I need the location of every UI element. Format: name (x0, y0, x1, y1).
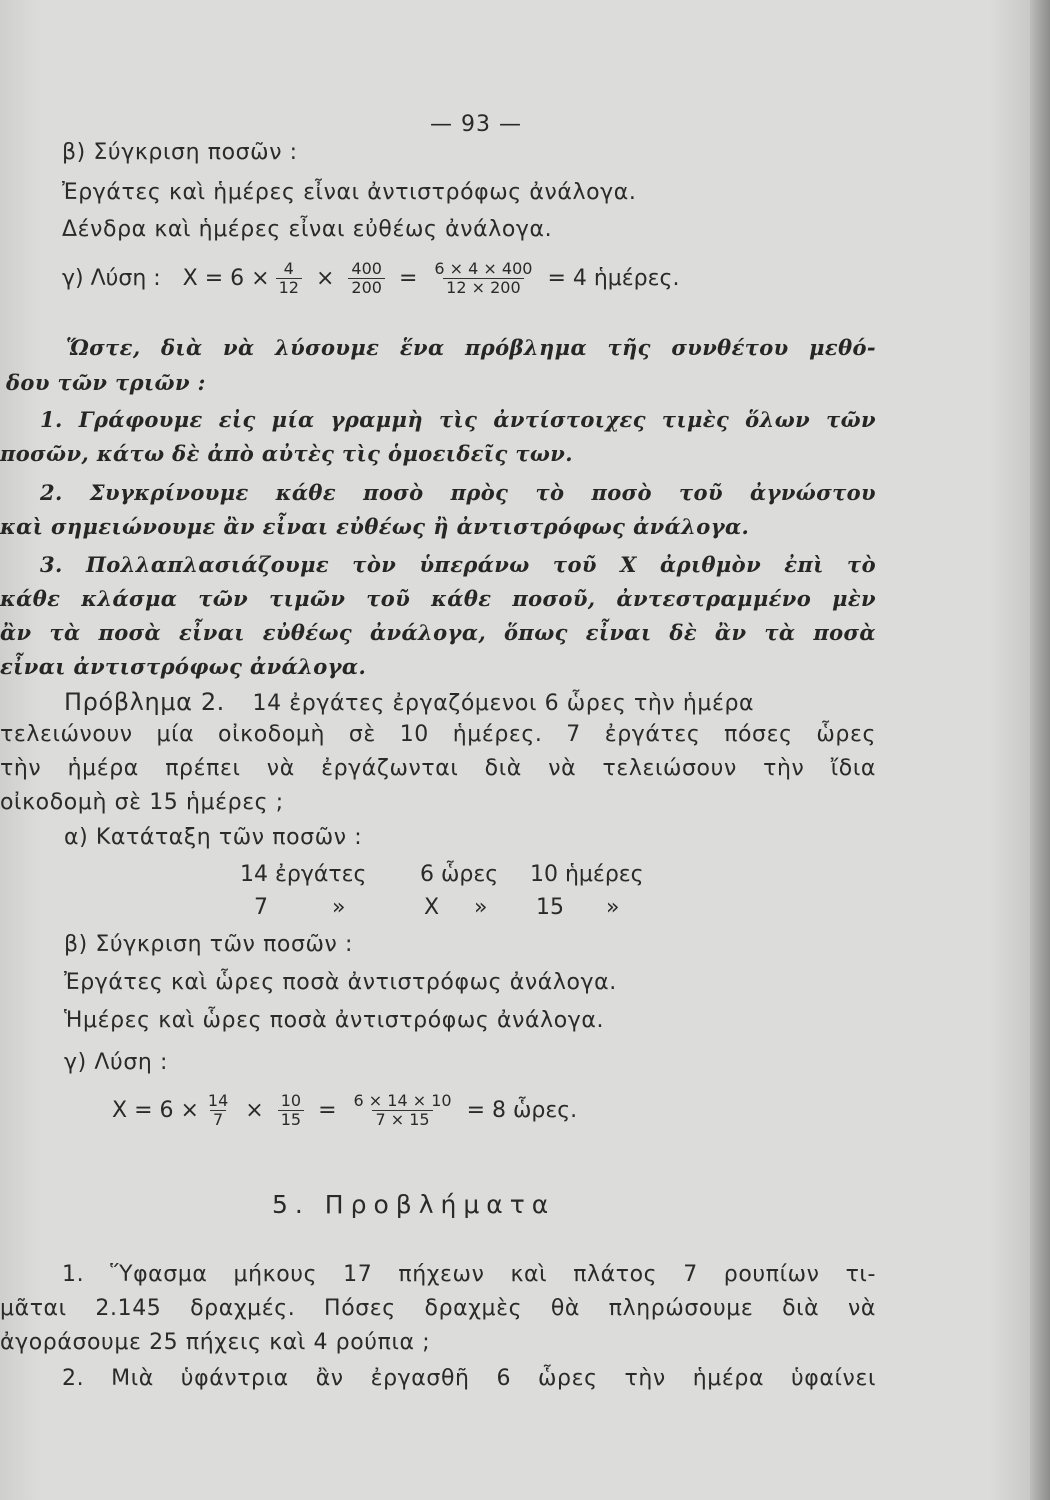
times-operator: × (315, 266, 335, 292)
fraction: $\frac{400}{200}$ (348, 260, 385, 298)
method-step-3: 3. Πολλαπλασιάζουμε τὸν ὑπεράνω τοῦ X ἀριθμὸν ἐπὶ τὸ (40, 552, 876, 577)
fraction: $\frac{4}{12}$ (276, 260, 302, 298)
equals-operator: = (398, 266, 418, 292)
table-cell: 15 (536, 895, 564, 920)
method-step-3: κάθε κλάσμα τῶν τιμῶν τοῦ κάθε ποσοῦ, ἀντεστραμμένο μὲν (0, 586, 876, 611)
exercise-1: μᾶται 2.145 δραχμές. Πόσες δραχμὲς θὰ πληρώσουμε διὰ νὰ (0, 1296, 876, 1321)
solution-label: γ) Λύση : (64, 1050, 169, 1075)
comparison-line: Ἡμέρες καὶ ὧρες ποσὰ ἀντιστρόφως ἀνάλογα. (64, 1008, 605, 1033)
comparison-line: Δένδρα καὶ ἡμέρες εἶναι εὐθέως ἀνάλογα. (62, 217, 553, 242)
method-step-2: καὶ σημειώνουμε ἂν εἶναι εὐθέως ἢ ἀντιστρόφως ἀνάλογα. (0, 514, 750, 539)
comparison-line: Ἐργάτες καὶ ἡμέρες εἶναι ἀντιστρόφως ἀνάλογα. (62, 180, 637, 205)
fraction: $\frac{6 \times 4 \times 400}{12 \times 200}$ (434, 259, 533, 298)
method-step-2: 2. Συγκρίνουμε κάθε ποσὸ πρὸς τὸ ποσὸ τοῦ ἀγνώστου (40, 480, 876, 505)
page-number: — 93 — (430, 112, 522, 137)
section-heading: 5. Προβλήματα (272, 1190, 556, 1219)
problem-2-title: Πρόβλημα 2. (64, 688, 225, 716)
formula-lhs: X = 6 × (112, 1098, 199, 1124)
table-cell: » (474, 895, 488, 920)
formula-lhs: X = 6 × (182, 266, 270, 292)
solution-formula-1 (62, 260, 679, 298)
table-cell: X (424, 895, 440, 920)
formula-result: = 4 ἡμέρες. (547, 266, 680, 292)
exercise-1: 1. Ὕφασμα μήκους 17 πήχεων καὶ πλάτος 7 ρουπίων τι- (62, 1262, 876, 1287)
table-cell: » (606, 895, 620, 920)
problem-2-text: 14 ἐργάτες ἐργαζόμενοι 6 ὧρες τὴν ἡμέρα (252, 691, 755, 716)
method-step-1: 1. Γράφουμε εἰς μία γραμμὴ τὶς ἀντίστοιχες τιμὲς ὅλων τῶν (40, 407, 876, 432)
solution-label: γ) Λύση : (62, 266, 161, 292)
table-cell: 14 ἐργάτες (240, 862, 367, 887)
method-intro: Ὥστε, διὰ νὰ λύσουμε ἕνα πρόβλημα τῆς συνθέτου μεθό- (66, 335, 876, 360)
problem-2-text: τελειώνουν μία οἰκοδομὴ σὲ 10 ἡμέρες. 7 ἐργάτες πόσες ὧρες (0, 722, 876, 747)
fraction: $\frac{14}{7}$ (207, 1091, 229, 1130)
times-operator: × (245, 1098, 264, 1124)
table-cell: » (332, 895, 346, 920)
problem-2-text: οἰκοδομὴ σὲ 15 ἡμέρες ; (0, 790, 284, 815)
exercise-1: ἀγοράσουμε 25 πήχεις καὶ 4 ρούπια ; (0, 1330, 431, 1355)
problem-2-header (64, 688, 754, 716)
formula-result: = 8 ὧρες. (466, 1098, 578, 1124)
comparison-title: β) Σύγκριση ποσῶν : (62, 140, 298, 165)
fraction: $\frac{6 \times 14 \times 10}{7 \times 15}$ (353, 1091, 452, 1130)
problem-2-text: τὴν ἡμέρα πρέπει νὰ ἐργάζωνται διὰ νὰ τελειώσουν τὴν ἴδια (0, 756, 876, 781)
solution-formula-2 (112, 1092, 577, 1130)
equals-operator: = (318, 1098, 337, 1124)
method-step-3: εἶναι ἀντιστρόφως ἀνάλογα. (0, 654, 367, 679)
method-step-1: ποσῶν, κάτω δὲ ἀπὸ αὐτὲς τὶς ὁμοειδεῖς των. (0, 441, 573, 466)
classification-title: α) Κατάταξη τῶν ποσῶν : (64, 825, 363, 850)
method-intro: δου τῶν τριῶν : (6, 370, 206, 395)
comparison-title: β) Σύγκριση τῶν ποσῶν : (64, 932, 354, 957)
page-edge (1030, 0, 1050, 1500)
fraction: $\frac{10}{15}$ (278, 1092, 304, 1130)
comparison-line: Ἐργάτες καὶ ὧρες ποσὰ ἀντιστρόφως ἀνάλογα. (64, 970, 617, 995)
table-cell: 7 (254, 895, 268, 920)
table-cell: 10 ἡμέρες (530, 862, 644, 887)
exercise-2: 2. Μιὰ ὑφάντρια ἂν ἐργασθῆ 6 ὧρες τὴν ἡμέρα ὑφαίνει (62, 1366, 876, 1391)
method-step-3: ἂν τὰ ποσὰ εἶναι εὐθέως ἀνάλογα, ὅπως εἶναι δὲ ἂν τὰ ποσὰ (0, 620, 876, 645)
table-cell: 6 ὧρες (420, 862, 499, 887)
